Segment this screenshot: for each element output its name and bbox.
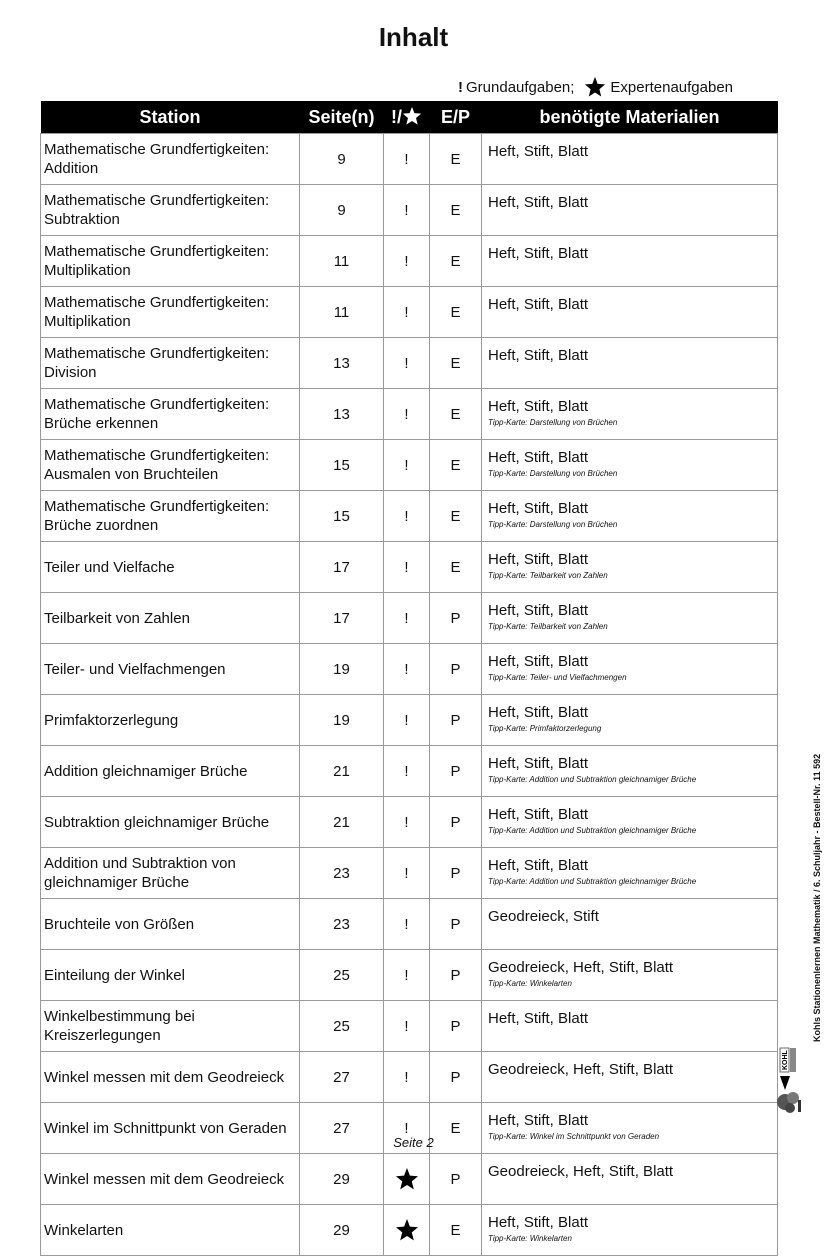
materials-text: Heft, Stift, Blatt <box>488 449 589 466</box>
station-cell: Addition gleichnamiger Brüche <box>41 746 300 797</box>
station-cell: Teiler- und Vielfachmengen <box>41 644 300 695</box>
tip-card-note: Tipp-Karte: Winkelarten <box>488 1234 572 1243</box>
task-type-cell <box>384 236 430 287</box>
ep-cell: P <box>430 746 482 797</box>
materials-text: Geodreieck, Heft, Stift, Blatt <box>488 1163 674 1180</box>
materials-text: Heft, Stift, Blatt <box>488 602 589 619</box>
page-cell: 9 <box>300 185 384 236</box>
exclamation-icon: ! <box>404 354 409 372</box>
station-cell: Mathematische Grundfertigkeiten: Subtraktion <box>41 185 300 236</box>
tip-card-note: Tipp-Karte: Addition und Subtraktion gleichnamiger Brüche <box>488 826 697 835</box>
exclamation-icon: ! <box>404 966 409 984</box>
materials-text: Heft, Stift, Blatt <box>488 653 589 670</box>
table-row <box>41 185 778 236</box>
station-cell: Mathematische Grundfertigkeiten: Multiplikation <box>41 287 300 338</box>
table-header-row <box>41 101 778 134</box>
ep-cell: P <box>430 797 482 848</box>
ep-cell: P <box>430 644 482 695</box>
table-row <box>41 1001 778 1052</box>
table-row <box>41 1154 778 1205</box>
page-title: Inhalt <box>378 22 449 52</box>
station-cell: Mathematische Grundfertigkeiten: Brüche zuordnen <box>41 491 300 542</box>
task-type-cell <box>384 695 430 746</box>
page-cell: 23 <box>300 899 384 950</box>
page-cell: 29 <box>300 1205 384 1256</box>
ep-cell: E <box>430 389 482 440</box>
page-cell: 13 <box>300 338 384 389</box>
station-cell: Winkelarten <box>41 1205 300 1256</box>
star-icon <box>395 1218 419 1242</box>
exclamation-icon: ! <box>404 150 409 168</box>
page-number: Seite 2 <box>393 1135 434 1150</box>
exclamation-icon: ! <box>404 1068 409 1086</box>
task-type-cell <box>384 491 430 542</box>
tip-card-note: Tipp-Karte: Primfaktorzerlegung <box>488 724 602 733</box>
station-cell: Addition und Subtraktion von gleichnamiger Brüche <box>41 848 300 899</box>
page-cell: 13 <box>300 389 384 440</box>
materials-text: Heft, Stift, Blatt <box>488 245 589 262</box>
materials-cell <box>482 134 778 185</box>
exclamation-icon: ! <box>404 915 409 933</box>
legend <box>458 76 733 98</box>
table-row <box>41 491 778 542</box>
materials-cell <box>482 440 778 491</box>
ep-cell: E <box>430 491 482 542</box>
tip-card-note: Tipp-Karte: Teiler- und Vielfachmengen <box>488 673 627 682</box>
exclamation-icon: ! <box>404 609 409 627</box>
materials-text: Heft, Stift, Blatt <box>488 296 589 313</box>
exclamation-icon: ! <box>404 864 409 882</box>
table-row <box>41 542 778 593</box>
task-type-cell <box>384 338 430 389</box>
contents-table <box>40 101 778 1256</box>
tip-card-note: Tipp-Karte: Addition und Subtraktion gleichnamiger Brüche <box>488 775 697 784</box>
table-row <box>41 338 778 389</box>
page-cell: 27 <box>300 1052 384 1103</box>
materials-text: Heft, Stift, Blatt <box>488 551 589 568</box>
materials-text: Heft, Stift, Blatt <box>488 1112 589 1129</box>
exclamation-icon: ! <box>404 762 409 780</box>
station-cell: Teilbarkeit von Zahlen <box>41 593 300 644</box>
ep-cell: P <box>430 899 482 950</box>
materials-cell <box>482 236 778 287</box>
exclamation-icon: ! <box>404 558 409 576</box>
ep-cell: E <box>430 542 482 593</box>
tip-card-note: Tipp-Karte: Darstellung von Brüchen <box>488 469 618 478</box>
task-type-cell <box>384 440 430 491</box>
table-row <box>41 593 778 644</box>
table-row <box>41 848 778 899</box>
station-cell: Primfaktorzerlegung <box>41 695 300 746</box>
exclamation-icon: ! <box>404 456 409 474</box>
materials-cell <box>482 1052 778 1103</box>
materials-text: Heft, Stift, Blatt <box>488 194 589 211</box>
page-cell: 11 <box>300 236 384 287</box>
page-cell: 17 <box>300 593 384 644</box>
exclamation-icon: ! <box>404 507 409 525</box>
task-type-cell <box>384 644 430 695</box>
page-cell: 19 <box>300 695 384 746</box>
materials-text: Heft, Stift, Blatt <box>488 1214 589 1231</box>
materials-text: Geodreieck, Stift <box>488 908 599 925</box>
legend-basic-label: Grundaufgaben; <box>466 78 575 96</box>
ep-cell: E <box>430 1103 482 1154</box>
ep-cell: E <box>430 236 482 287</box>
task-type-cell <box>384 1205 430 1256</box>
table-row <box>41 695 778 746</box>
station-cell: Einteilung der Winkel <box>41 950 300 1001</box>
materials-text: Heft, Stift, Blatt <box>488 857 589 874</box>
exclamation-icon: ! <box>458 78 463 96</box>
station-cell: Mathematische Grundfertigkeiten: Brüche erkennen <box>41 389 300 440</box>
ep-cell: P <box>430 1154 482 1205</box>
ep-cell: E <box>430 1205 482 1256</box>
page-cell: 25 <box>300 950 384 1001</box>
materials-text: Heft, Stift, Blatt <box>488 500 589 517</box>
ep-cell: P <box>430 1001 482 1052</box>
task-type-cell <box>384 287 430 338</box>
ep-cell: E <box>430 440 482 491</box>
ep-cell: E <box>430 338 482 389</box>
task-type-cell <box>384 185 430 236</box>
ep-cell: P <box>430 848 482 899</box>
station-cell: Mathematische Grundfertigkeiten: Ausmalen von Bruchteilen <box>41 440 300 491</box>
star-icon <box>584 76 606 98</box>
station-cell: Teiler und Vielfache <box>41 542 300 593</box>
page-cell: 21 <box>300 746 384 797</box>
page-cell: 25 <box>300 1001 384 1052</box>
side-order-text: Kohls Stationenlernen Mathematik / 6. Schuljahr - Bestell-Nr. 11 592 <box>812 753 822 1042</box>
exclamation-icon: ! <box>404 405 409 423</box>
star-icon <box>402 106 422 126</box>
task-type-cell <box>384 134 430 185</box>
materials-text: Heft, Stift, Blatt <box>488 755 589 772</box>
header-station: Station <box>41 101 300 134</box>
task-type-cell <box>384 797 430 848</box>
materials-cell <box>482 848 778 899</box>
page-cell: 17 <box>300 542 384 593</box>
page-cell: 19 <box>300 644 384 695</box>
task-type-cell <box>384 746 430 797</box>
task-type-cell <box>384 1001 430 1052</box>
tip-card-note: Tipp-Karte: Darstellung von Brüchen <box>488 520 618 529</box>
ep-cell: P <box>430 1052 482 1103</box>
table-row <box>41 440 778 491</box>
materials-cell <box>482 746 778 797</box>
materials-cell <box>482 593 778 644</box>
materials-cell <box>482 1001 778 1052</box>
materials-text: Heft, Stift, Blatt <box>488 704 589 721</box>
materials-text: Heft, Stift, Blatt <box>488 1010 589 1027</box>
page-cell: 15 <box>300 491 384 542</box>
materials-text: Heft, Stift, Blatt <box>488 347 589 364</box>
station-cell: Winkel im Schnittpunkt von Geraden <box>41 1103 300 1154</box>
table-row <box>41 287 778 338</box>
table-row <box>41 950 778 1001</box>
ep-cell: E <box>430 287 482 338</box>
materials-cell <box>482 695 778 746</box>
materials-text: Heft, Stift, Blatt <box>488 143 589 160</box>
page-cell: 21 <box>300 797 384 848</box>
materials-cell <box>482 797 778 848</box>
table-row <box>41 1205 778 1256</box>
tip-card-note: Tipp-Karte: Darstellung von Brüchen <box>488 418 618 427</box>
ep-cell: P <box>430 593 482 644</box>
task-type-cell <box>384 389 430 440</box>
tip-card-note: Tipp-Karte: Winkel im Schnittpunkt von Geraden <box>488 1132 660 1141</box>
page-cell: 9 <box>300 134 384 185</box>
station-cell: Winkel messen mit dem Geodreieck <box>41 1154 300 1205</box>
kohl-logo-icon <box>776 1046 812 1116</box>
task-type-cell <box>384 593 430 644</box>
page-cell: 27 <box>300 1103 384 1154</box>
task-type-cell <box>384 1052 430 1103</box>
ep-cell: P <box>430 695 482 746</box>
ep-cell: P <box>430 950 482 1001</box>
table-row <box>41 797 778 848</box>
table-row <box>41 644 778 695</box>
materials-cell <box>482 287 778 338</box>
station-cell: Mathematische Grundfertigkeiten: Multiplikation <box>41 236 300 287</box>
exclamation-icon: ! <box>404 1017 409 1035</box>
task-type-cell <box>384 542 430 593</box>
ep-cell: E <box>430 134 482 185</box>
table-row <box>41 1052 778 1103</box>
materials-cell <box>482 1205 778 1256</box>
exclamation-icon: ! <box>404 201 409 219</box>
header-ep: E/P <box>430 101 482 134</box>
table-row <box>41 134 778 185</box>
table-row <box>41 389 778 440</box>
ep-cell: E <box>430 185 482 236</box>
table-row <box>41 746 778 797</box>
materials-cell <box>482 185 778 236</box>
materials-cell <box>482 491 778 542</box>
materials-cell <box>482 338 778 389</box>
tip-card-note: Tipp-Karte: Teilbarkeit von Zahlen <box>488 571 608 580</box>
header-type-prefix: !/ <box>391 107 402 127</box>
page-cell: 11 <box>300 287 384 338</box>
materials-cell <box>482 389 778 440</box>
tip-card-note: Tipp-Karte: Winkelarten <box>488 979 572 988</box>
page-cell: 15 <box>300 440 384 491</box>
table-row <box>41 899 778 950</box>
materials-cell <box>482 1154 778 1205</box>
materials-text: Geodreieck, Heft, Stift, Blatt <box>488 959 674 976</box>
header-materials: benötigte Materialien <box>482 101 778 134</box>
materials-cell <box>482 644 778 695</box>
exclamation-icon: ! <box>404 813 409 831</box>
table-row <box>41 236 778 287</box>
legend-expert-label: Expertenaufgaben <box>610 78 734 96</box>
exclamation-icon: ! <box>404 660 409 678</box>
task-type-cell <box>384 950 430 1001</box>
materials-cell <box>482 542 778 593</box>
exclamation-icon: ! <box>404 711 409 729</box>
station-cell: Mathematische Grundfertigkeiten: Division <box>41 338 300 389</box>
page-cell: 29 <box>300 1154 384 1205</box>
station-cell: Bruchteile von Größen <box>41 899 300 950</box>
materials-text: Heft, Stift, Blatt <box>488 806 589 823</box>
star-icon <box>395 1167 419 1191</box>
header-type <box>384 101 430 134</box>
materials-cell <box>482 899 778 950</box>
station-cell: Winkel messen mit dem Geodreieck <box>41 1052 300 1103</box>
task-type-cell <box>384 899 430 950</box>
materials-text: Heft, Stift, Blatt <box>488 398 589 415</box>
station-cell: Subtraktion gleichnamiger Brüche <box>41 797 300 848</box>
task-type-cell <box>384 848 430 899</box>
tip-card-note: Tipp-Karte: Teilbarkeit von Zahlen <box>488 622 608 631</box>
header-pages: Seite(n) <box>300 101 384 134</box>
materials-cell <box>482 950 778 1001</box>
task-type-cell <box>384 1154 430 1205</box>
exclamation-icon: ! <box>404 252 409 270</box>
station-cell: Winkelbestimmung bei Kreiszerlegungen <box>41 1001 300 1052</box>
page-cell: 23 <box>300 848 384 899</box>
materials-text: Geodreieck, Heft, Stift, Blatt <box>488 1061 674 1078</box>
exclamation-icon: ! <box>404 1119 409 1137</box>
tip-card-note: Tipp-Karte: Addition und Subtraktion gleichnamiger Brüche <box>488 877 697 886</box>
exclamation-icon: ! <box>404 303 409 321</box>
logo-text: KOHL <box>782 1050 789 1070</box>
station-cell: Mathematische Grundfertigkeiten: Addition <box>41 134 300 185</box>
